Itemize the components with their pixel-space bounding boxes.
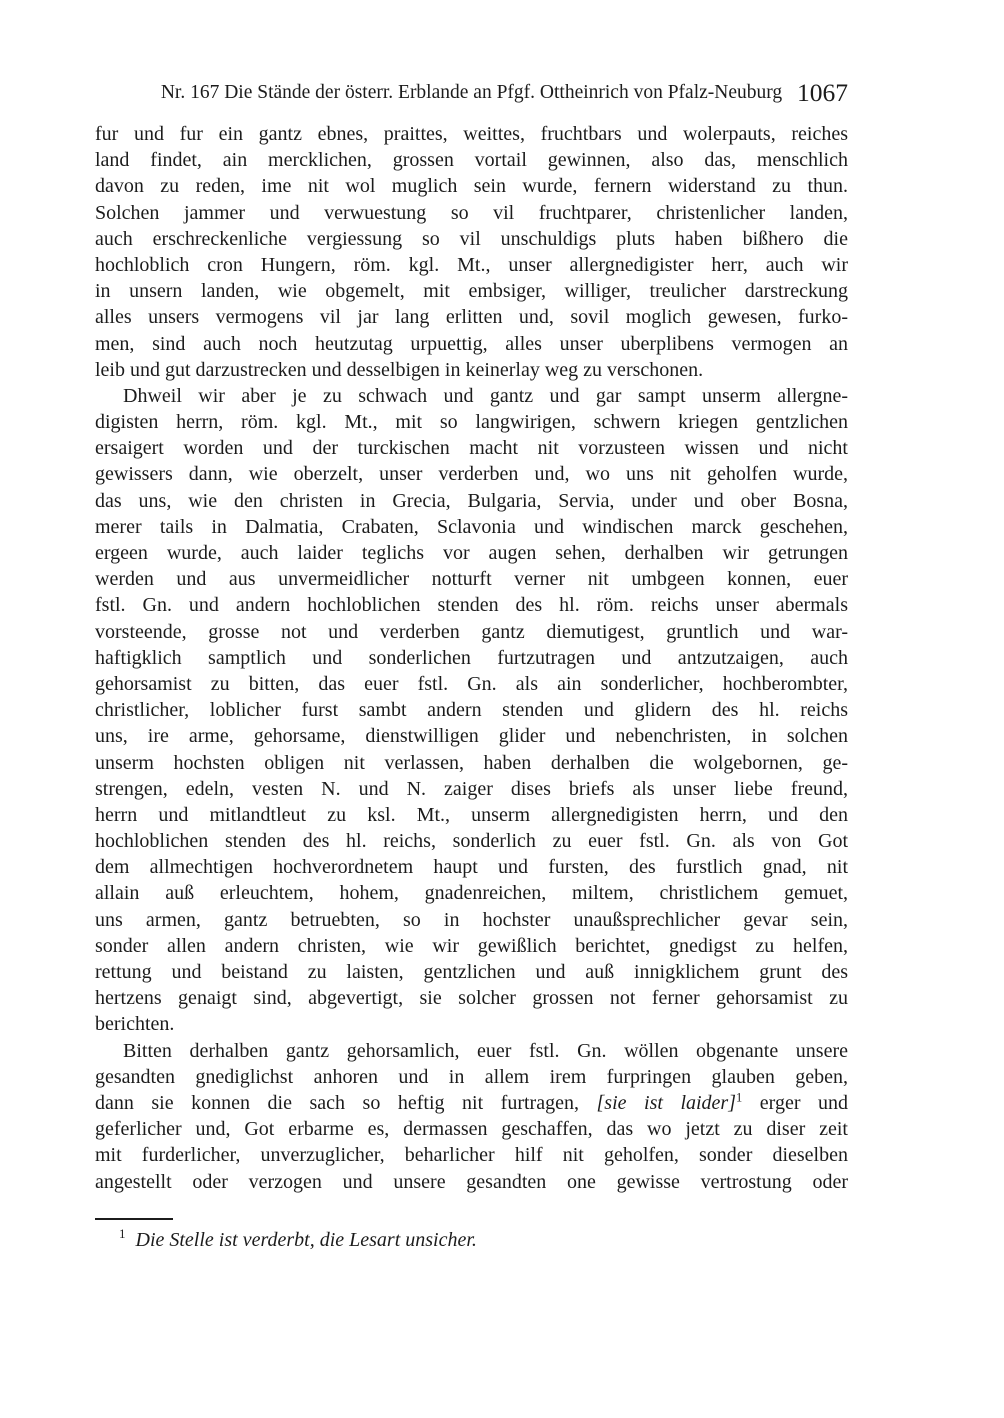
- text-line: ersaigert worden und der turckischen macht nit vorzusteen wissen und nicht: [95, 437, 848, 460]
- text-line: mit furderlicher, unverzuglicher, beharlicher hilf nit geholfen, sonder dieselben: [95, 1144, 848, 1167]
- text-body: [95, 121, 848, 1195]
- text-line: dem allmechtigen hochverordnetem haupt und fursten, des furstlich gnad, nit: [95, 856, 848, 879]
- paragraph: [95, 121, 848, 383]
- text-line: merer tails in Dalmatia, Crabaten, Sclavonia und windischen marck geschehen,: [95, 515, 848, 538]
- text-line: geferlicher und, Got erbarme es, dermassen geschaffen, das wo jetzt zu diser zeit: [95, 1118, 848, 1141]
- text-line: [95, 1090, 848, 1116]
- footnote-text: Die Stelle ist verderbt, die Lesart unsicher.: [135, 1229, 477, 1251]
- text-line: uns, ire arme, gehorsame, dienstwilligen glider und nebenchristen, in solchen: [95, 725, 848, 748]
- text-line: in unsern landen, wie obgemelt, mit embsiger, williger, treulicher darstreckung: [95, 280, 848, 303]
- text-line: davon zu reden, ime nit wol muglich sein wurde, fernern widerstand zu thun.: [95, 175, 848, 198]
- text-line: fstl. Gn. und andern hochloblichen stenden des hl. röm. reichs unser abermals: [95, 594, 848, 617]
- text-line: angestellt oder verzogen und unsere gesandten one gewisse vertrostung oder: [95, 1170, 848, 1193]
- italic-segment: [sie ist laider]: [596, 1091, 736, 1114]
- text-segment: erger und: [742, 1091, 848, 1114]
- text-line: unserm hochsten obligen nit verlassen, haben derhalben die wolgebornen, ge-: [95, 751, 848, 774]
- text-line: haftigklich samptlich und sonderlichen furtzutragen und antzutzaigen, auch: [95, 646, 848, 669]
- text-segment: dann sie konnen die sach so heftig nit furtragen,: [95, 1091, 597, 1114]
- text-line: strengen, edeln, vesten N. und N. zaiger dises briefs als unser liebe freund,: [95, 777, 848, 800]
- text-line: werden und aus unvermeidlicher notturft verner nit umbgeen konnen, euer: [95, 568, 848, 591]
- text-line: herrn und mitlandtleut zu ksl. Mt., unserm allergnedigisten herrn, und den: [95, 803, 848, 826]
- text-line: digisten herrn, röm. kgl. Mt., mit so langwirigen, schwern kriegen gentzlichen: [95, 411, 848, 434]
- text-line: ergeen wurde, auch laider teglichs vor augen sehen, derhalben wir getrungen: [95, 542, 848, 564]
- text-line: rettung und beistand zu laisten, gentzlichen und auß innigklichem grunt des: [95, 961, 848, 983]
- text-line: gehorsamist zu bitten, das euer fstl. Gn. als ain sonderlicher, hochberombter,: [95, 672, 848, 695]
- text-line: allain auß erleuchtem, hohem, gnadenreichen, miltem, christlichem gemuet,: [95, 882, 848, 905]
- text-line: sonder allen andern christen, wie wir gewißlich berichtet, gnedigst zu helfen,: [95, 934, 848, 957]
- paragraph: [95, 1038, 848, 1195]
- footnote-block: [95, 1218, 848, 1253]
- running-head-title: Nr. 167 Die Stände der österr. Erblande an Pfgf. Ottheinrich von Pfalz-Neuburg: [160, 82, 783, 103]
- text-line: gewissers dann, wie oberzelt, unser verderben und, wo uns nit geholfen wurde,: [95, 463, 848, 486]
- text-line: alles unsers vermogens vil jar lang erlitten und, sovil moglich gewesen, furko-: [95, 306, 848, 329]
- footnote: [95, 1227, 848, 1253]
- text-line: hochloblich cron Hungern, röm. kgl. Mt., unser allergnedigister herr, auch wir: [95, 253, 848, 276]
- running-head: [95, 78, 848, 108]
- text-line: christlicher, loblicher furst sambt andern stenden und glidern des hl. reichs: [95, 699, 848, 722]
- text-line: land findet, ain mercklichen, grossen vortail gewinnen, also das, menschlich: [95, 149, 848, 172]
- text-line: men, sind auch noch heutzutag urpuettig, alles unser uberplibens vermogen an: [95, 332, 848, 355]
- text-line: uns armen, gantz betruebten, so in hochster unaußsprechlicher gevar sein,: [95, 908, 848, 931]
- footnote-marker: 1: [119, 1226, 126, 1242]
- page-number: 1067: [797, 78, 848, 107]
- text-line: gesandten gnediglichst anhoren und in allem irem furpringen glauben geben,: [95, 1065, 848, 1088]
- text-line: Bitten derhalben gantz gehorsamlich, euer fstl. Gn. wöllen obgenante unsere: [123, 1039, 848, 1062]
- text-line: berichten.: [95, 1013, 175, 1036]
- text-line: fur und fur ein gantz ebnes, praittes, weittes, fruchtbars und wolerpauts, reiches: [95, 123, 848, 145]
- text-line: leib und gut darzustrecken und desselbigen in keinerlay weg zu verschonen.: [95, 358, 704, 381]
- text-line: das uns, wie den christen in Grecia, Bulgaria, Servia, under und ober Bosna,: [95, 489, 848, 512]
- text-line: hertzens genaigt sind, abgevertigt, sie solcher grossen not ferner gehorsamist zu: [95, 987, 848, 1010]
- footnote-ref: 1: [736, 1090, 743, 1105]
- footnote-separator-rule: [95, 1218, 173, 1220]
- text-line: hochloblichen stenden des hl. reichs, sonderlich zu euer fstl. Gn. als von Got: [95, 830, 848, 853]
- paragraph: [95, 383, 848, 1038]
- text-line: Dhweil wir aber je zu schwach und gantz und gar sampt unserm allergne-: [123, 384, 848, 407]
- text-line: vorsteende, grosse not und verderben gantz diemutigest, gruntlich und war-: [95, 620, 848, 643]
- text-line: auch erschreckenliche vergiessung so vil unschuldigs pluts haben bißhero die: [95, 227, 848, 250]
- text-line: Solchen jammer und verwuestung so vil fruchtparer, christenlicher landen,: [95, 201, 848, 224]
